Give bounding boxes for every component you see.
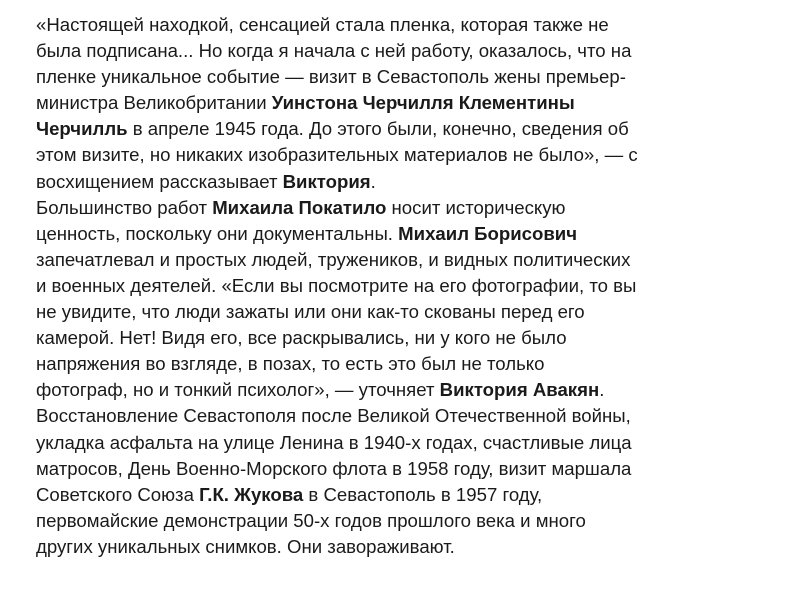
bold-name: Уинстона Черчилля Клементины xyxy=(271,92,575,114)
text-line xyxy=(36,142,756,168)
text-run: напряжения во взгляде, в позах, то есть это был не только xyxy=(36,353,545,375)
text-line xyxy=(36,90,756,116)
text-run: в Севастополь в 1957 году, xyxy=(303,483,543,505)
text-line xyxy=(36,403,756,429)
text-run: . xyxy=(599,379,605,401)
bold-name: Михаила Покатило xyxy=(212,196,387,218)
text-line xyxy=(36,64,756,90)
bold-name: Виктория Авакян xyxy=(439,379,600,401)
text-line xyxy=(36,38,756,64)
paragraph xyxy=(36,12,756,195)
text-line xyxy=(36,456,756,482)
text-run: Советского Союза xyxy=(36,483,200,505)
text-run: ценность, поскольку они документальны. xyxy=(36,222,399,244)
bold-name: Виктория xyxy=(282,170,371,192)
text-run: матросов, День Военно-Морского флота в 1958 году, визит маршала xyxy=(36,457,632,479)
paragraph xyxy=(36,403,756,560)
text-run: первомайские демонстрации 50-х годов прошлого века и много xyxy=(36,509,586,531)
text-run: укладка асфальта на улице Ленина в 1940-х годах, счастливые лица xyxy=(36,431,632,453)
text-line xyxy=(36,221,756,247)
text-run: носит историческую xyxy=(386,196,566,218)
text-line xyxy=(36,430,756,456)
text-run: . xyxy=(370,170,376,192)
text-run: в апреле 1945 года. До этого были, конечно, сведения об xyxy=(127,118,629,140)
text-line xyxy=(36,12,756,38)
text-run: других уникальных снимков. Они завораживают. xyxy=(36,535,455,557)
text-run: «Настоящей находкой, сенсацией стала пленка, которая также не xyxy=(36,14,609,35)
text-run: была подписана... Но когда я начала с ней работу, оказалось, что на xyxy=(36,40,632,62)
text-run: Восстановление Севастополя после Великой Отечественной войны, xyxy=(36,405,631,427)
text-line xyxy=(36,508,756,534)
text-line xyxy=(36,169,756,195)
text-line xyxy=(36,299,756,325)
text-line xyxy=(36,482,756,508)
text-run: Большинство работ xyxy=(36,196,213,218)
text-run: восхищением рассказывает xyxy=(36,170,283,192)
text-run: не увидите, что люди зажаты или они как-то скованы перед его xyxy=(36,301,585,323)
text-run: пленке уникальное событие — визит в Севастополь жены премьер- xyxy=(36,66,626,88)
paragraph xyxy=(36,195,756,404)
document-page xyxy=(36,12,756,560)
bold-name: Черчилль xyxy=(36,118,128,140)
text-line xyxy=(36,377,756,403)
text-run: запечатлевал и простых людей, тружеников, и видных политических xyxy=(36,248,631,270)
text-line xyxy=(36,116,756,142)
text-line xyxy=(36,195,756,221)
text-run: министра Великобритании xyxy=(36,92,272,114)
bold-name: Г.К. Жукова xyxy=(199,483,304,505)
text-line xyxy=(36,273,756,299)
text-run: фотограф, но и тонкий психолог», — уточняет xyxy=(36,379,440,401)
text-line xyxy=(36,534,756,560)
text-line xyxy=(36,247,756,273)
text-run: этом визите, но никаких изобразительных материалов не было», — с xyxy=(36,144,638,166)
text-line xyxy=(36,351,756,377)
text-line xyxy=(36,325,756,351)
bold-name: Михаил Борисович xyxy=(398,222,578,244)
text-run: и военных деятелей. «Если вы посмотрите на его фотографии, то вы xyxy=(36,274,637,296)
article-text xyxy=(36,12,756,560)
text-run: камерой. Нет! Видя его, все раскрывались, ни у кого не было xyxy=(36,327,567,349)
